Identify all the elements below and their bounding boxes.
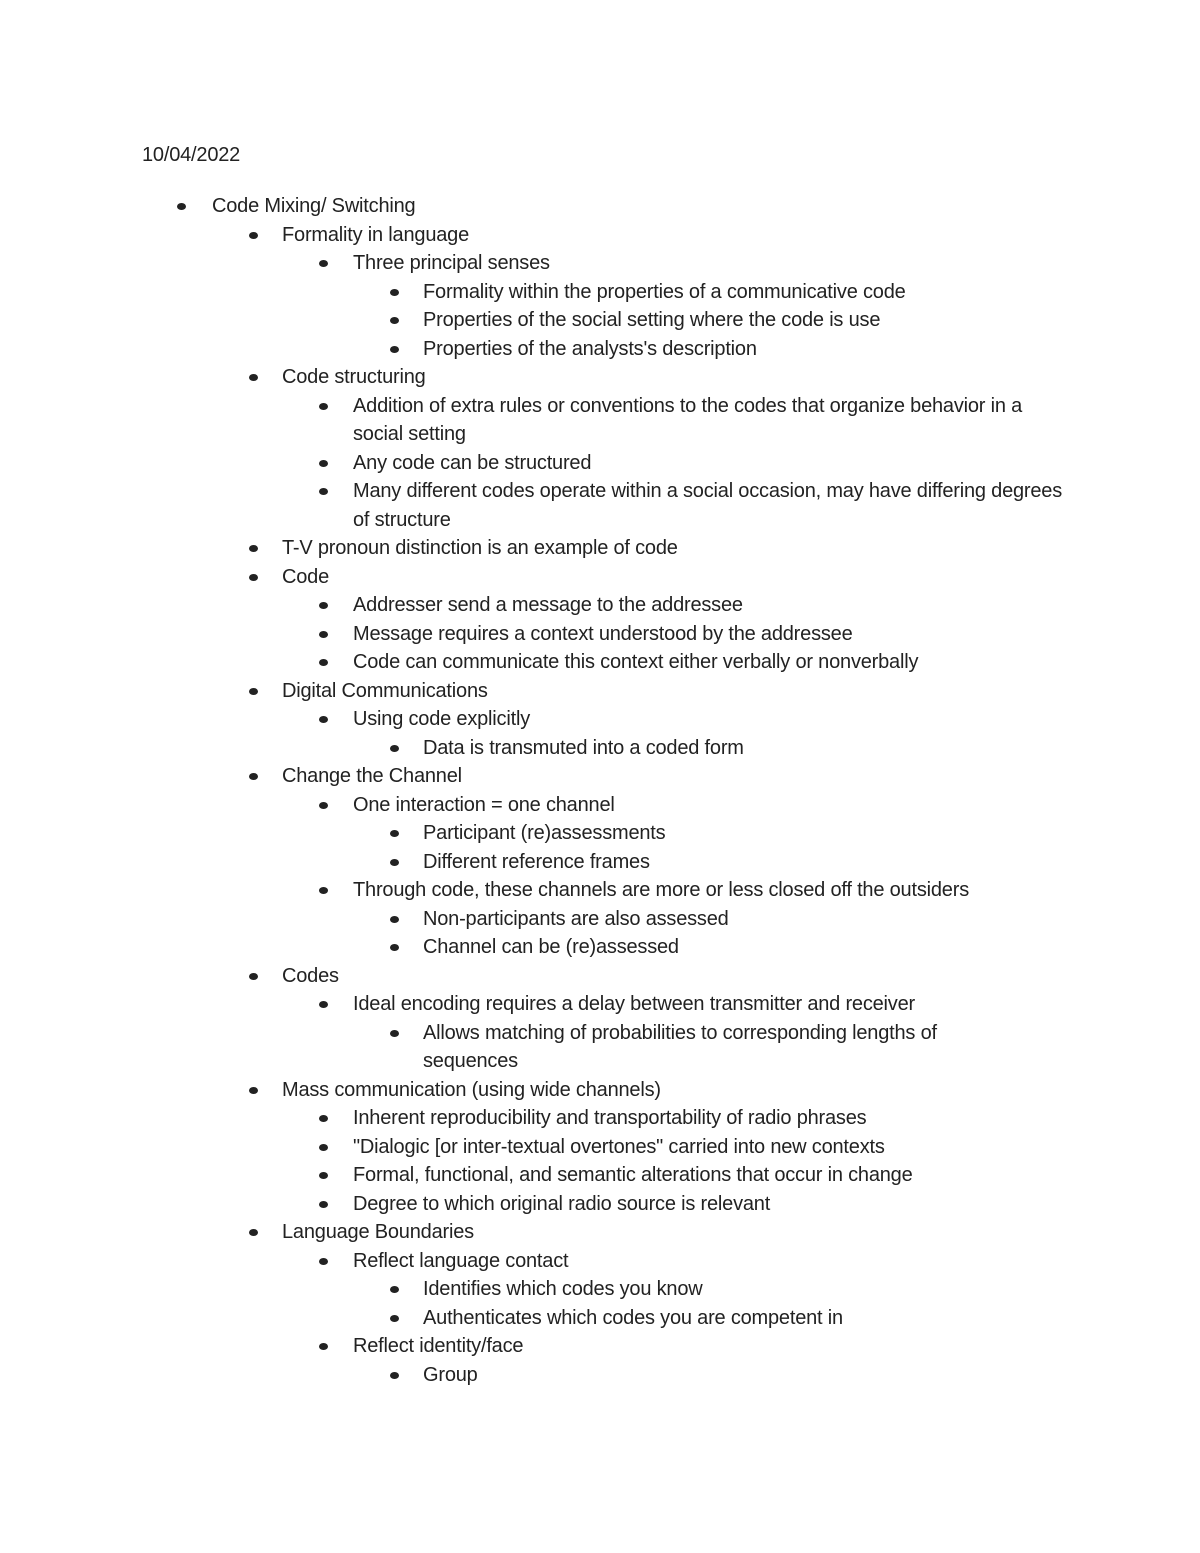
list-item-text: T-V pronoun distinction is an example of code [282,537,678,559]
bullet-dot-icon [177,203,186,210]
list-item-text: Codes [282,964,339,987]
bullet-dot-icon [249,1229,258,1236]
list-item [0,449,1100,478]
bullet-dot-icon [319,631,328,638]
list-item [0,1019,1100,1076]
list-item-text: Channel can be (re)assessed [423,936,679,958]
bullet-dot-icon [319,659,328,666]
list-item [0,335,1100,364]
list-item-text: Digital Communications [282,679,488,702]
list-item [0,563,1100,592]
list-item [0,620,1100,649]
list-item-text: Reflect language contact [353,1249,569,1272]
list-item-text: Properties of the analysts's description [423,337,757,360]
bullet-dot-icon [319,716,328,723]
bullet-dot-icon [319,602,328,609]
list-item [0,1076,1100,1105]
bullet-dot-icon [319,1001,328,1008]
list-item-text: One interaction = one channel [353,793,615,816]
list-item-text: Non-participants are also assessed [423,907,729,930]
list-item [0,306,1100,335]
bullet-dot-icon [249,374,258,381]
bullet-dot-icon [390,1315,399,1322]
list-item-text: Participant (re)assessments [423,822,666,844]
list-item-text: Data is transmuted into a coded form [423,736,744,759]
list-item [0,677,1100,706]
list-item [0,1247,1100,1276]
list-item [0,1218,1100,1247]
list-item-text: Code [282,565,330,588]
list-item-text: Mass communication (using wide channels) [282,1078,661,1101]
list-item [0,363,1100,392]
list-item-text: Language Boundaries [282,1221,474,1243]
bullet-dot-icon [390,830,399,837]
list-item-text: Code can communicate this context either verbally or nonverbally [353,651,919,673]
bullet-dot-icon [249,1087,258,1094]
list-item-text: Using code explicitly [353,708,530,730]
list-item-text: Message requires a context understood by the addressee [353,622,853,645]
bullet-dot-icon [319,802,328,809]
list-item [0,876,1100,905]
bullet-dot-icon [390,1286,399,1293]
bullet-dot-icon [390,346,399,353]
list-item-text: Addition of extra rules or conventions to the codes that organize behavior in a social setting [353,394,1023,445]
list-item-text: Formality within the properties of a communicative code [423,280,906,303]
list-item [0,1161,1100,1190]
list-item-text: Ideal encoding requires a delay between transmitter and receiver [353,993,915,1015]
note-date: 10/04/2022 [142,144,241,166]
list-item-text: Code Mixing/ Switching [212,195,416,217]
list-item [0,192,1100,221]
list-item-text: Different reference frames [423,850,650,873]
bullet-dot-icon [390,745,399,752]
bullet-dot-icon [390,916,399,923]
bullet-outline [0,192,1100,1389]
list-item [0,591,1100,620]
list-item [0,962,1100,991]
list-item-text: Three principal senses [353,252,550,274]
list-item [0,762,1100,791]
bullet-dot-icon [249,232,258,239]
list-item [0,1304,1100,1333]
bullet-dot-icon [249,545,258,552]
list-item-text: Authenticates which codes you are competent in [423,1306,843,1329]
list-item-text: Addresser send a message to the addressee [353,594,743,616]
list-item-text: Allows matching of probabilities to corresponding lengths of sequences [423,1021,937,1072]
bullet-dot-icon [319,1144,328,1151]
list-item-text: Identifies which codes you know [423,1278,703,1300]
bullet-dot-icon [390,944,399,951]
list-item [0,990,1100,1019]
bullet-dot-icon [319,1258,328,1265]
bullet-dot-icon [319,260,328,267]
bullet-dot-icon [390,289,399,296]
list-item-text: "Dialogic [or inter-textual overtones" carried into new contexts [353,1135,885,1158]
list-item-text: Through code, these channels are more or less closed off the outsiders [353,879,969,901]
bullet-dot-icon [390,1030,399,1037]
list-item-text: Inherent reproducibility and transportability of radio phrases [353,1107,867,1129]
list-item [0,1133,1100,1162]
list-item [0,1332,1100,1361]
bullet-dot-icon [249,973,258,980]
list-item [0,221,1100,250]
list-item [0,392,1100,449]
list-item-text: Many different codes operate within a social occasion, may have differing degrees of structure [353,480,1063,531]
list-item-text: Degree to which original radio source is relevant [353,1192,771,1215]
bullet-dot-icon [390,859,399,866]
bullet-dot-icon [319,1115,328,1122]
list-item [0,791,1100,820]
bullet-dot-icon [249,773,258,780]
list-item-text: Change the Channel [282,765,462,787]
list-item [0,1104,1100,1133]
bullet-dot-icon [319,488,328,495]
bullet-dot-icon [249,574,258,581]
list-item [0,477,1100,534]
bullet-dot-icon [249,688,258,695]
list-item-text: Formal, functional, and semantic alterations that occur in change [353,1164,913,1186]
bullet-dot-icon [319,1343,328,1350]
list-item [0,1190,1100,1219]
list-item [0,1361,1100,1390]
list-item [0,648,1100,677]
bullet-dot-icon [319,460,328,467]
bullet-dot-icon [319,403,328,410]
list-item-text: Group [423,1363,478,1386]
list-item [0,249,1100,278]
bullet-dot-icon [319,887,328,894]
bullet-dot-icon [319,1201,328,1208]
list-item [0,705,1100,734]
list-item-text: Any code can be structured [353,451,592,474]
list-item [0,278,1100,307]
bullet-dot-icon [319,1172,328,1179]
list-item-text: Reflect identity/face [353,1335,524,1357]
list-item [0,848,1100,877]
list-item [0,734,1100,763]
bullet-dot-icon [390,1372,399,1379]
list-item [0,819,1100,848]
list-item [0,534,1100,563]
list-item [0,933,1100,962]
list-item [0,905,1100,934]
bullet-dot-icon [390,317,399,324]
list-item-text: Properties of the social setting where the code is use [423,309,881,331]
list-item-text: Code structuring [282,366,426,388]
list-item [0,1275,1100,1304]
list-item-text: Formality in language [282,223,470,246]
